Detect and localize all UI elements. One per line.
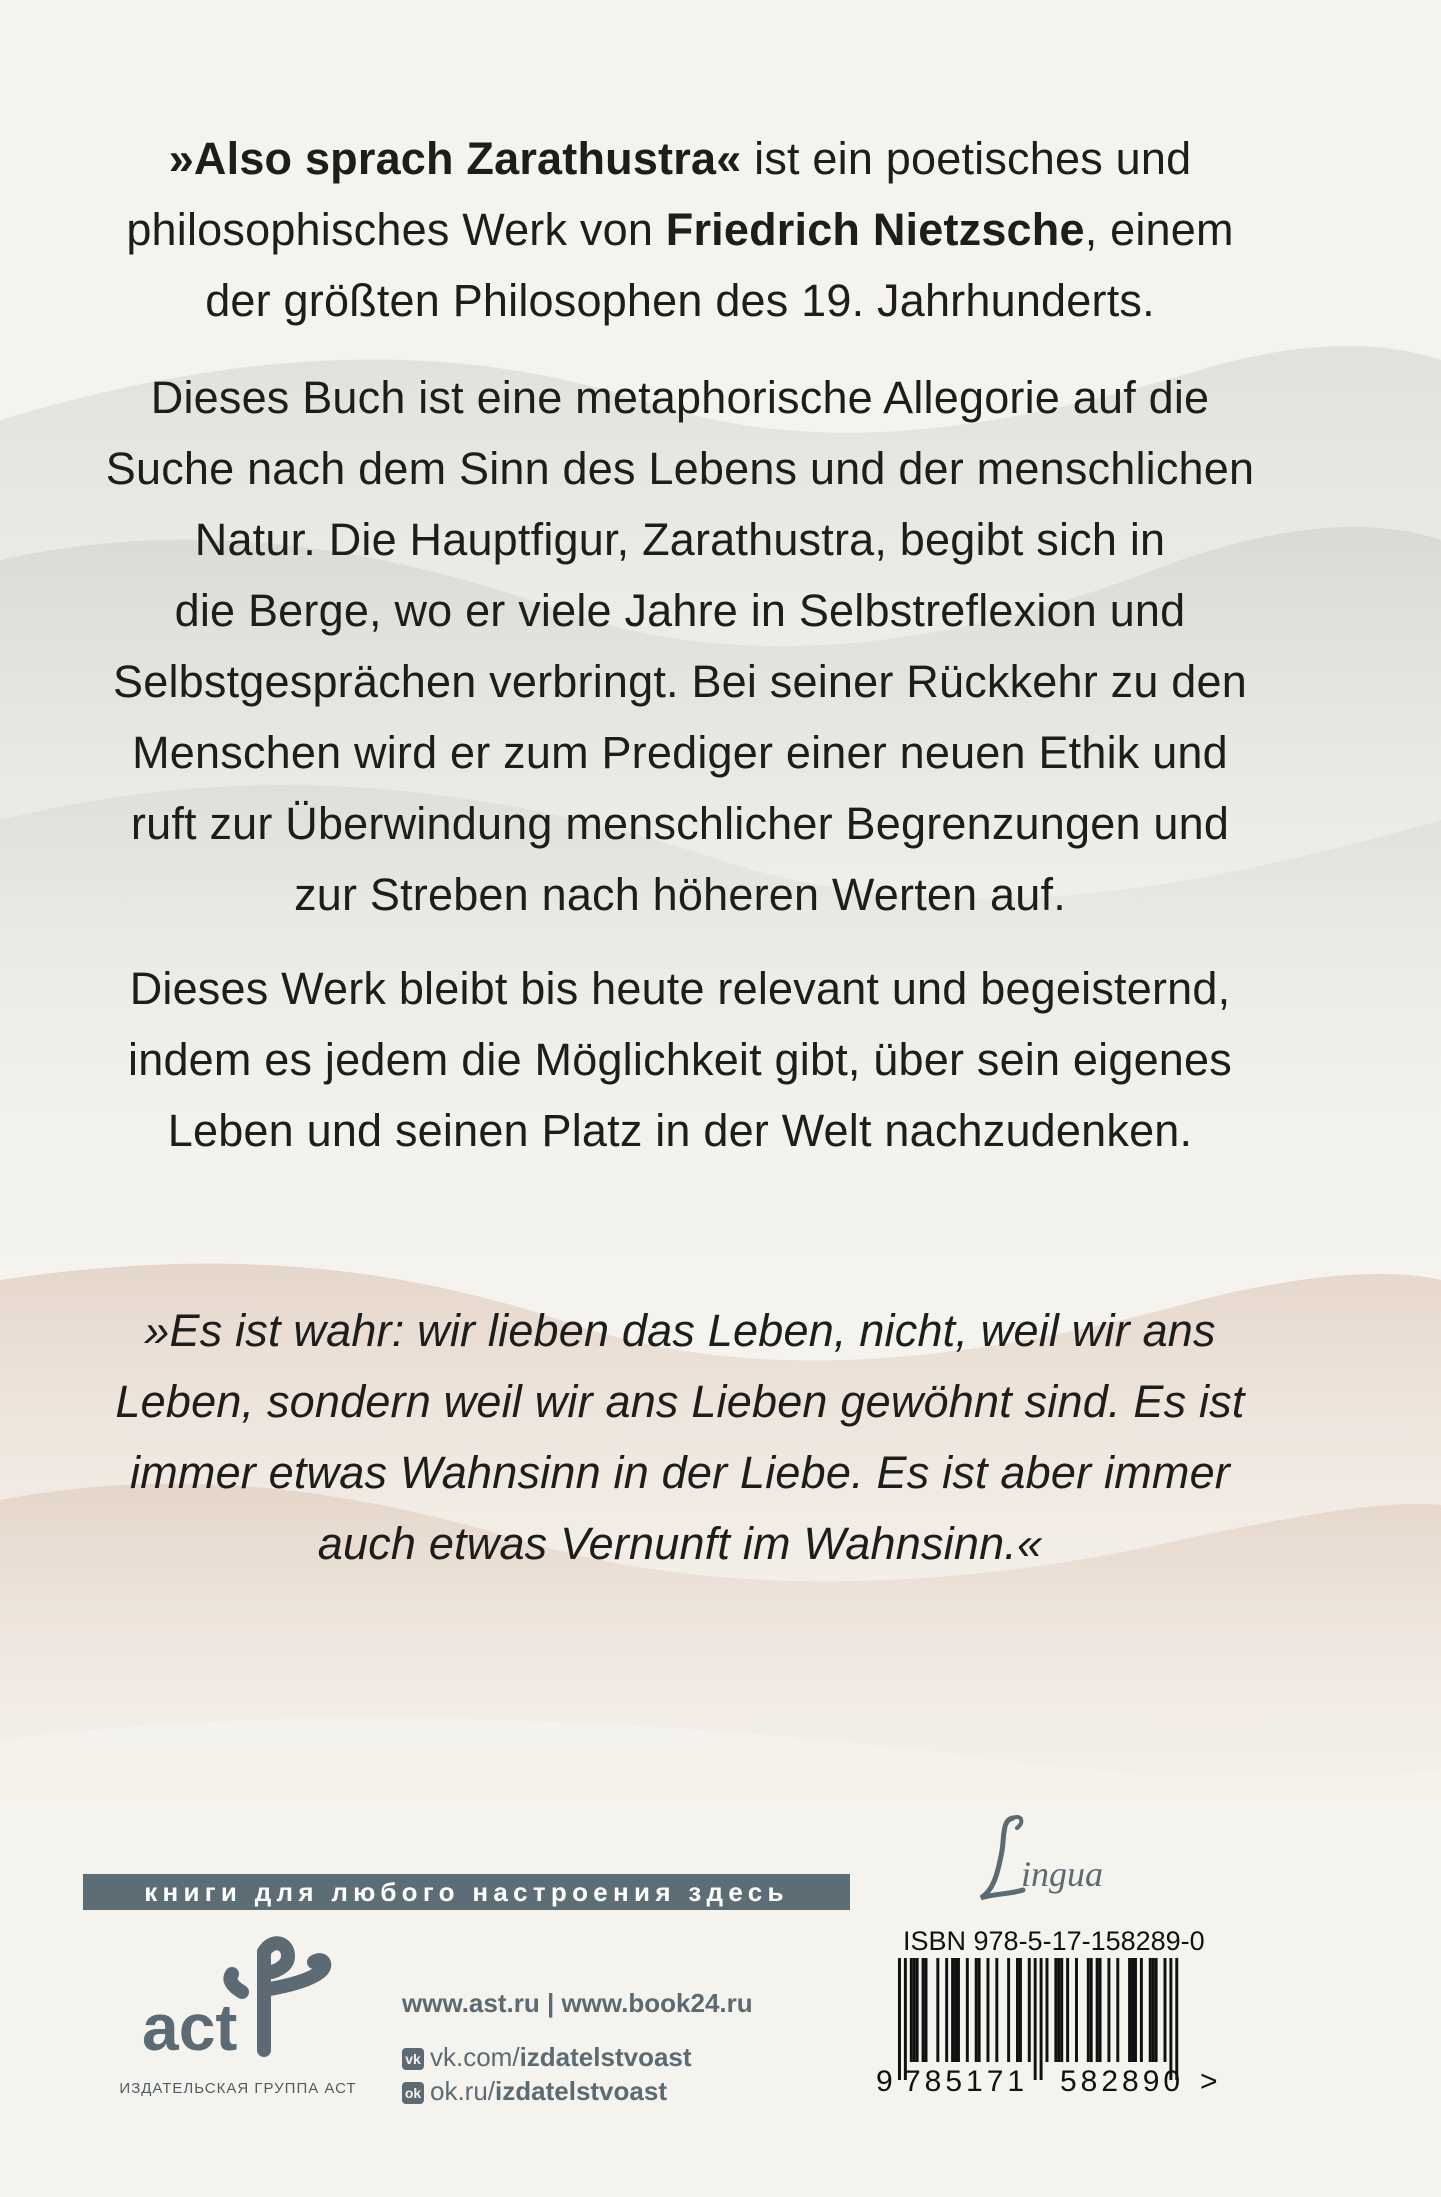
barcode-bar (1040, 1958, 1043, 2080)
description-paragraph-3 (60, 953, 1300, 1166)
vk-icon: vk (402, 2048, 424, 2070)
barcode-bar (1075, 1958, 1078, 2062)
barcode-bar (1087, 1958, 1090, 2062)
barcode-bar (916, 1958, 919, 2062)
quote-line: »Es ist wahr: wir lieben das Leben, nicht, weil wir ans (144, 1305, 1216, 1356)
barcode-bar (1169, 1958, 1172, 2080)
ast-logo (138, 1932, 338, 2062)
barcode-bar (1057, 1958, 1060, 2062)
book-title: Also sprach Zarathustra (193, 133, 717, 184)
barcode-bar (954, 1958, 957, 2062)
barcode-bar (1028, 1958, 1031, 2062)
ok-prefix: ok.ru/ (430, 2076, 496, 2106)
ean-first-digit: 9 (876, 2065, 893, 2098)
barcode-bar (1131, 1958, 1134, 2062)
barcode-bar (1116, 1958, 1119, 2062)
barcode-bar (966, 1958, 969, 2062)
paragraph-line: die Berge, wo er viele Jahre in Selbstreflexion und (174, 585, 1186, 636)
barcode-bar (1019, 1958, 1022, 2062)
barcode-bar (1149, 1958, 1152, 2062)
paragraph-line: Selbstgesprächen verbringt. Bei seiner Rückkehr zu den (113, 656, 1247, 707)
quote-line: immer etwas Wahnsinn in der Liebe. Es ist aber immer (130, 1447, 1230, 1498)
barcode-bar (945, 1958, 948, 2062)
paragraph-1-line-2 (60, 194, 1300, 265)
barcode-bar (1066, 1958, 1069, 2062)
vk-link[interactable] (402, 2042, 692, 2073)
lingua-logo (965, 1810, 1125, 1910)
paragraph-line: Natur. Die Hauptfigur, Zarathustra, begibt sich in (194, 514, 1166, 565)
barcode-bar (1099, 1958, 1102, 2062)
ok-handle: izdatelstvoast (495, 2076, 667, 2106)
description-paragraph-2 (60, 362, 1300, 930)
barcode-bar (1034, 1958, 1037, 2080)
paragraph-line: ruft zur Überwindung menschlicher Begrenzungen und (130, 798, 1230, 849)
barcode-bar (1152, 1958, 1155, 2062)
barcode-bar (1128, 1958, 1131, 2062)
paragraph-1-line-3: der größten Philosophen des 19. Jahrhunderts. (205, 275, 1155, 326)
nietzsche-quote (60, 1295, 1300, 1579)
quote-close-mark: « (716, 133, 742, 184)
website-links[interactable]: www.ast.ru | www.book24.ru (402, 1988, 753, 2018)
paragraph-1-line-2-before: philosophisches Werk von (126, 204, 666, 255)
barcode-bar (925, 1958, 928, 2062)
author-name: Friedrich Nietzsche (665, 204, 1085, 255)
paragraph-1-line-1-rest: ist ein poetisches und (741, 133, 1192, 184)
barcode-bar (1155, 1958, 1158, 2062)
isbn-number: ISBN 978-5-17-158289-0 (903, 1926, 1205, 1956)
barcode-bar (1054, 1958, 1057, 2062)
vk-prefix: vk.com/ (430, 2042, 520, 2072)
ean-arrow: > (1200, 2065, 1218, 2098)
quote-line: Leben, sondern weil wir ans Lieben gewöhnt sind. Es ist (115, 1376, 1245, 1427)
barcode-bar (951, 1958, 954, 2062)
barcode-bar (1016, 1958, 1019, 2062)
publisher-name: ИЗДАТЕЛЬСКАЯ ГРУППА АСТ (119, 2080, 357, 2097)
svg-text:ingua: ingua (1021, 1854, 1104, 1894)
barcode-bar (1164, 1958, 1167, 2062)
paragraph-line: Menschen wird er zum Prediger einer neuen Ethik und (132, 727, 1228, 778)
logo-text: act (142, 1990, 238, 2062)
paragraph-1-line-1 (60, 123, 1300, 194)
paragraph-1-line-2-after: , einem (1084, 204, 1234, 255)
barcode-bar (978, 1958, 981, 2062)
barcode-bar (1060, 1958, 1063, 2062)
ean-left-digits: 785171 (904, 2065, 1029, 2098)
barcode-bar (1134, 1958, 1137, 2062)
barcode-bar (936, 1958, 939, 2062)
barcode-bar (1096, 1958, 1099, 2062)
paragraph-line: indem es jedem die Möglichkeit gibt, über sein eigenes (128, 1034, 1232, 1085)
barcode-bar (1007, 1958, 1010, 2062)
ok-icon: ok (402, 2082, 424, 2104)
paragraph-line: Leben und seinen Platz in der Welt nachzudenken. (167, 1105, 1193, 1156)
barcode-bar (898, 1958, 901, 2080)
tagline-banner: книги для любого настроения здесь (83, 1874, 850, 1910)
barcode-bar (975, 1958, 978, 2062)
barcode-bar (1107, 1958, 1110, 2062)
barcode-bar (987, 1958, 990, 2062)
paragraph-line: Dieses Werk bleibt bis heute relevant und begeisternd, (129, 963, 1231, 1014)
quote-line: auch etwas Vernunft im Wahnsinn.« (317, 1518, 1043, 1569)
ean-right-digits: 582890 (1060, 2065, 1185, 2098)
barcode-bar (1046, 1958, 1049, 2062)
imprint-name: Lingua (965, 1810, 969, 1811)
barcode-bar (913, 1958, 916, 2062)
barcode-bar (995, 1958, 998, 2062)
description-paragraph-1 (60, 123, 1300, 336)
barcode-bar (1140, 1958, 1143, 2062)
paragraph-line: zur Streben nach höheren Werten auf. (294, 869, 1066, 920)
paragraph-line: Dieses Buch ist eine metaphorische Allegorie auf die (150, 372, 1210, 423)
barcode-bar (957, 1958, 960, 2062)
barcode-bar (910, 1958, 913, 2062)
paragraph-line: Suche nach dem Sinn des Lebens und der menschlichen (105, 443, 1255, 494)
barcode-bar (922, 1958, 925, 2062)
barcode-bar (1090, 1958, 1093, 2062)
ok-link[interactable] (402, 2076, 667, 2107)
quote-open-mark: » (168, 133, 194, 184)
barcode (876, 1958, 1216, 2080)
vk-handle: izdatelstvoast (519, 2042, 692, 2072)
barcode-bar (904, 1958, 907, 2080)
barcode-bar (1175, 1958, 1178, 2080)
